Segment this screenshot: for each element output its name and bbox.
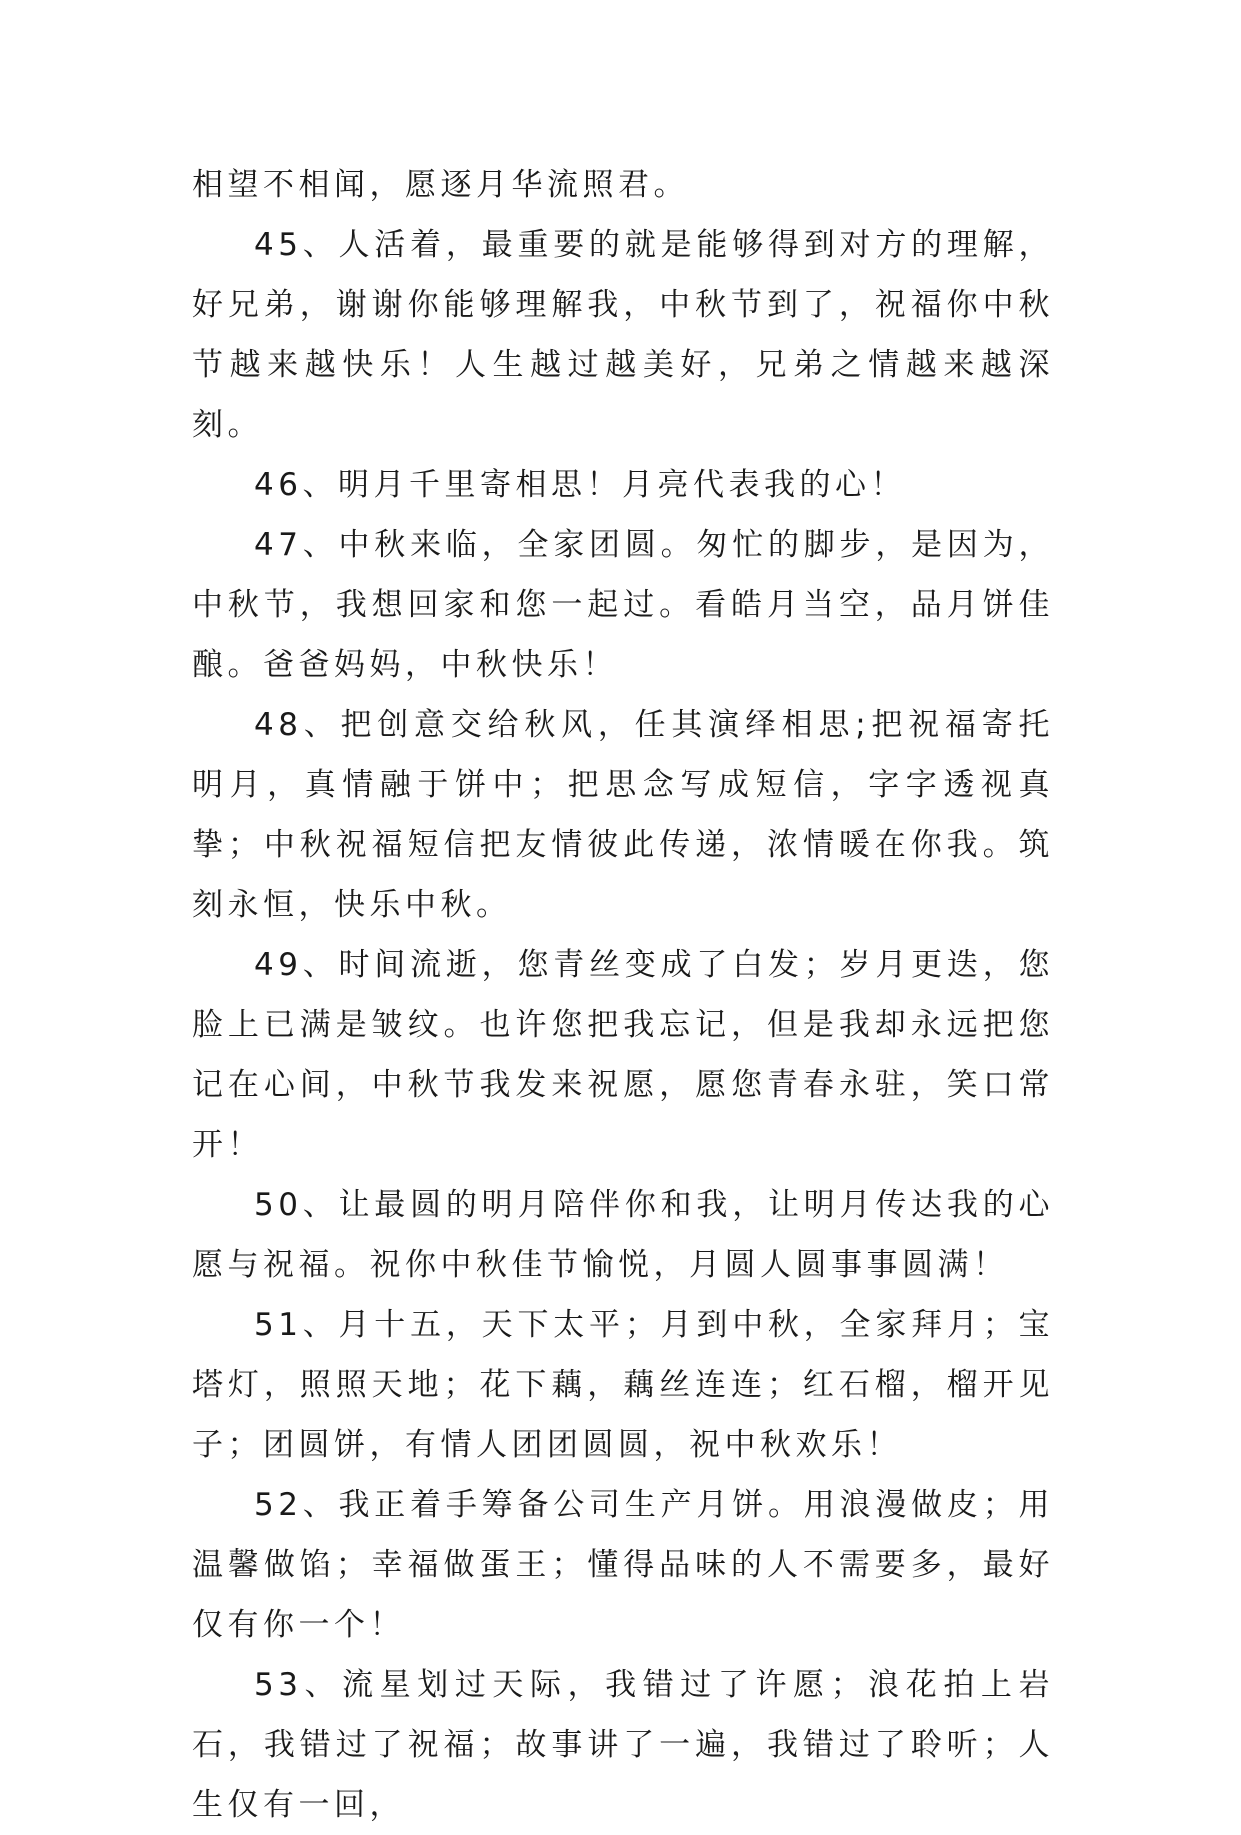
paragraph-46: 46、明月千里寄相思！月亮代表我的心！ (254, 467, 906, 503)
paragraph-49: 49、时间流逝，您青丝变成了白发；岁月更迭，您脸上已满是皱纹。也许您把我忘记，但是我却永远把您记在心间，中秋节我发来祝愿，愿您青春永驻，笑口常开！ (192, 947, 1054, 1163)
paragraph-47: 47、中秋来临，全家团圆。匆忙的脚步，是因为，中秋节，我想回家和您一起过。看皓月当空，品月饼佳酿。爸爸妈妈，中秋快乐！ (192, 527, 1054, 683)
paragraph-48: 48、把创意交给秋风，任其演绎相思;把祝福寄托明月，真情融于饼中；把思念写成短信，字字透视真挚；中秋祝福短信把友情彼此传递，浓情暖在你我。筑刻永恒，快乐中秋。 (192, 707, 1054, 923)
paragraph-50: 50、让最圆的明月陪伴你和我，让明月传达我的心愿与祝福。祝你中秋佳节愉悦，月圆人圆事事圆满！ (192, 1187, 1054, 1283)
paragraph-51: 51、月十五，天下太平；月到中秋，全家拜月；宝塔灯，照照天地；花下藕，藕丝连连；红石榴，榴开见子；团圆饼，有情人团团圆圆，祝中秋欢乐！ (192, 1307, 1054, 1463)
paragraph-53: 53、流星划过天际，我错过了许愿；浪花拍上岩石，我错过了祝福；故事讲了一遍，我错过了聆听；人生仅有一回， (192, 1667, 1054, 1823)
paragraph-52: 52、我正着手筹备公司生产月饼。用浪漫做皮；用温馨做馅；幸福做蛋王；懂得品味的人不需要多，最好仅有你一个！ (192, 1487, 1054, 1643)
paragraph-continuation: 相望不相闻，愿逐月华流照君。 (192, 167, 689, 203)
document-page (192, 155, 1054, 1835)
paragraph-45: 45、人活着，最重要的就是能够得到对方的理解，好兄弟，谢谢你能够理解我，中秋节到了，祝福你中秋节越来越快乐！人生越过越美好，兄弟之情越来越深刻。 (192, 227, 1054, 443)
